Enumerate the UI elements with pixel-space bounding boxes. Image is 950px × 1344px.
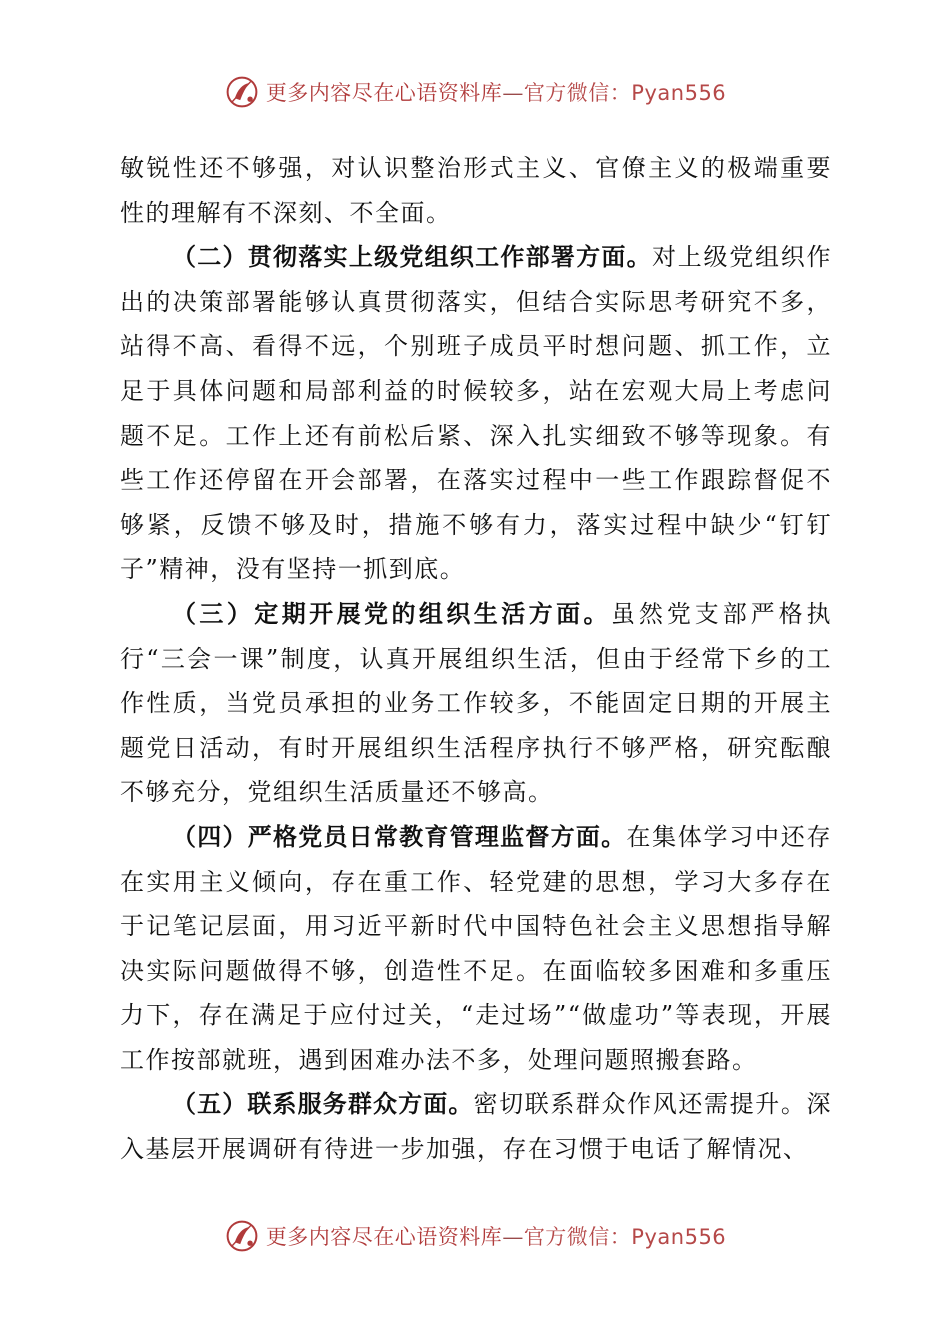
paragraph-body: 对上级党组织作出的决策部署能够认真贯彻落实，但结合实际思考研究不多，站得不高、看得不远，个别班子成员平时想问题、抓工作，立足于具体问题和局部利益的时候较多，站在宏观大局上考虑问题不足。工作上还有前松后紧、深入扎实细致不够等现象。有些工作还停留在开会部署，在落实过程中一些工作跟踪督促不够紧，反馈不够及时，措施不够有力，落实过程中缺少“钉钉子”精神，没有坚持一抓到底。: [120, 243, 833, 584]
logo-icon: [224, 74, 260, 110]
section-heading: （五）联系服务群众方面。: [172, 1090, 474, 1119]
paragraph-section-2: [120, 235, 832, 592]
document-body: [120, 146, 832, 1172]
banner-main-text: 更多内容尽在心语资料库: [265, 81, 503, 105]
header-banner: [0, 72, 950, 112]
banner-separator: —: [502, 81, 524, 105]
banner-wechat: 官方微信：Pyan556: [523, 81, 727, 105]
paragraph-body: 密切联系群众作风还需提升。深入基层开展调研有待进一步加强，存在习惯于电话了解情况、: [120, 1090, 833, 1164]
banner-main-text: 更多内容尽在心语资料库: [265, 1225, 503, 1249]
banner-separator: —: [502, 1225, 524, 1249]
paragraph-body: 在集体学习中还存在实用主义倾向，存在重工作、轻党建的思想，学习大多存在于记笔记层面，用习近平新时代中国特色社会主义思想指导解决实际问题做得不够，创造性不足。在面临较多困难和多重压力下，存在满足于应付过关，“走过场”“做虚功”等表现，开展工作按部就班，遇到困难办法不多，处理问题照搬套路。: [120, 822, 833, 1074]
footer-banner: [0, 1216, 950, 1256]
paragraph-section-4: [120, 815, 832, 1083]
section-heading: （三）定期开展党的组织生活方面。: [172, 599, 611, 628]
paragraph-body: 敏锐性还不够强，对认识整治形式主义、官僚主义的极端重要性的理解有不深刻、不全面。: [120, 154, 832, 227]
paragraph-body: 虽然党支部严格执行“三会一课”制度，认真开展组织生活，但由于经常下乡的工作性质，当党员承担的业务工作较多，不能固定日期的开展主题党日活动，有时开展组织生活程序执行不够严格，研究酝酿不够充分，党组织生活质量还不够高。: [120, 599, 833, 807]
banner-text: [266, 1221, 726, 1251]
paragraph-continuation: [120, 146, 832, 235]
section-heading: （四）严格党员日常教育管理监督方面。: [172, 822, 627, 851]
paragraph-section-3: [120, 592, 832, 815]
section-heading: （二）贯彻落实上级党组织工作部署方面。: [172, 243, 652, 272]
paragraph-section-5: [120, 1082, 832, 1171]
banner-wechat: 官方微信：Pyan556: [523, 1225, 727, 1249]
logo-icon: [224, 1218, 260, 1254]
banner-text: [266, 77, 726, 107]
